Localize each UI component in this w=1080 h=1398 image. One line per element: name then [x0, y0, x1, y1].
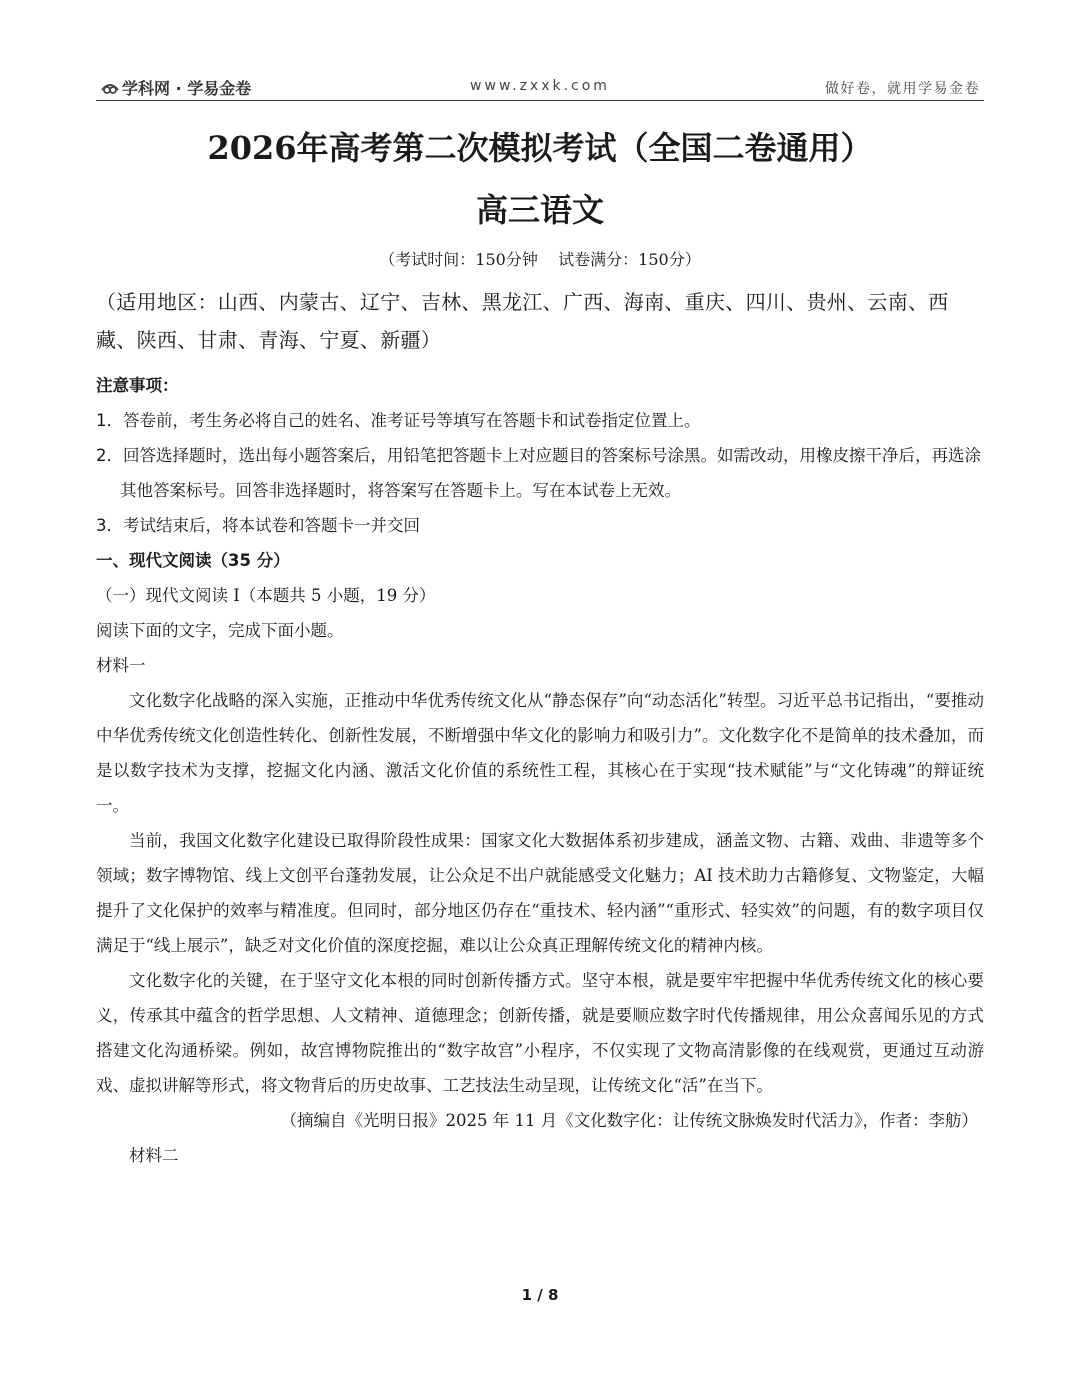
material-one-label: 材料一	[96, 656, 146, 675]
material-paragraph: 文化数字化的关键，在于坚守文化本根的同时创新传播方式。坚守本根，就是要牢牢把握中华优秀传统文化的核心要义，传承其中蕴含的哲学思想、人文精神、道德理念；创新传播，就是要顺应数字时代传播规律，用公众喜闻乐见的方式搭建文化沟通桥梁。例如，故宫博物院推出的“数字故宫”小程序，不仅实现了文物高清影像的在线观赏，更通过互动游戏、虚拟讲解等形式，将文物背后的历史故事、工艺技法生动呈现，让传统文化“活”在当下。	[96, 971, 984, 1095]
site-url[interactable]: www.zxxk.com	[470, 78, 610, 94]
notice-item-3: 3．考试结束后，将本试卷和答题卡一并交回	[96, 516, 420, 535]
page-header	[96, 74, 984, 101]
exam-content	[96, 368, 984, 1173]
source-citation: （摘编自《光明日报》2025 年 11 月《文化数字化：让传统文脉焕发时代活力》，作者：李舫）	[280, 1111, 978, 1130]
exam-title: 2026年高考第二次模拟考试（全国二卷通用）	[207, 129, 873, 167]
material-paragraph: 文化数字化战略的深入实施，正推动中华优秀传统文化从“静态保存”向“动态活化”转型。习近平总书记指出，“要推动中华优秀传统文化创造性转化、创新性发展，不断增强中华文化的影响力和吸引力”。文化数字化不是简单的技术叠加，而是以数字技术为支撑，挖掘文化内涵、激活文化价值的系统性工程，其核心在于实现“技术赋能”与“文化铸魂”的辩证统一。	[96, 691, 984, 815]
material-paragraph: 当前，我国文化数字化建设已取得阶段性成果：国家文化大数据体系初步建成，涵盖文物、古籍、戏曲、非遗等多个领域；数字博物馆、线上文创平台蓬勃发展，让公众足不出户就能感受文化魅力；AI 技术助力古籍修复、文物鉴定，大幅提升了文化保护的效率与精准度。但同时，部分地区仍存在“重技术、轻内涵”“重形式、轻实效”的问题，有的数字项目仅满足于“线上展示”，缺乏对文化价值的深度挖掘，难以让公众真正理解传统文化的精神内核。	[96, 831, 984, 955]
subject-title: 高三语文	[475, 191, 604, 229]
page-number: 1 / 8	[521, 1286, 559, 1304]
reading-instruction: 阅读下面的文字，完成下面小题。	[96, 621, 344, 640]
exam-time-info: （考试时间：150分钟 试卷满分：150分）	[379, 250, 701, 269]
logo-text: 学科网 · 学易金卷	[122, 78, 252, 98]
notice-item-1: 1．答卷前，考生务必将自己的姓名、准考证号等填写在答题卡和试卷指定位置上。	[96, 411, 701, 430]
notice-item-2: 2．回答选择题时，选出每小题答案后，用铅笔把答题卡上对应题目的答案标号涂黑。如需改动，用橡皮擦干净后，再选涂其他答案标号。回答非选择题时，将答案写在答题卡上。写在本试卷上无效。	[96, 446, 981, 500]
notice-heading: 注意事项：	[96, 376, 179, 395]
subsection-heading: （一）现代文阅读 I（本题共 5 小题，19 分）	[96, 586, 436, 605]
section-heading: 一、现代文阅读（35 分）	[96, 551, 290, 570]
header-slogan: 做好卷，就用学易金卷	[825, 81, 980, 97]
applicable-regions: （适用地区：山西、内蒙古、辽宁、吉林、黑龙江、广西、海南、重庆、四川、贵州、云南、西藏、陕西、甘肃、青海、宁夏、新疆）	[96, 290, 949, 352]
material-two-label: 材料二	[129, 1146, 179, 1165]
